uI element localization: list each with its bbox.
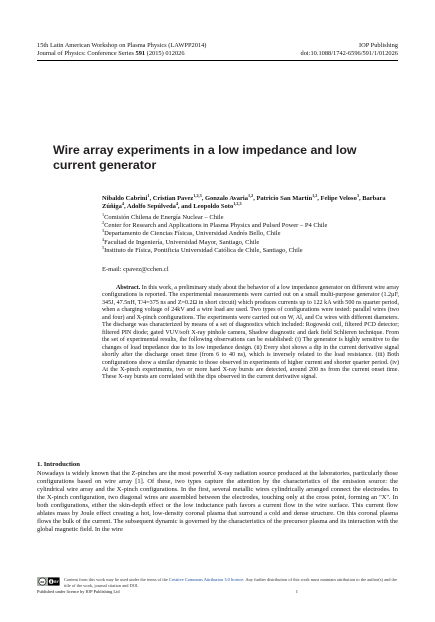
affiliation-mark: 3 [102,228,105,234]
author-name: Cristian Pavez [152,195,194,202]
author-affiliation-mark: 1,2 [247,193,254,198]
author-name: Adolfo Sepúlveda [126,203,176,211]
author-name: Barbara Zúñiga [102,195,386,211]
journal-citation [37,50,185,58]
author-affiliation-mark: 4 [175,201,178,207]
header-rule [37,60,398,61]
author-name: Leopoldo Soto [193,203,234,211]
journal-issue: (2015) 012026 [146,50,185,57]
author-affiliation-mark: 1 [147,193,150,198]
svg-text:BY: BY [54,580,59,584]
journal-name: Journal of Physics: Conference Series [37,50,134,57]
license-row [37,577,398,588]
affiliation-text: Instituto de Física, Pontificia Universidad Católica de Chile, Santiago, Chile [104,246,303,254]
author-name: Patricio San Martín [256,195,313,202]
author-name: Nibaldo Cabrini [102,195,148,202]
abstract [102,285,399,382]
page-footer [37,577,398,595]
author-separator: , [317,195,321,202]
license-text-pre: Content from this work may be used under the terms of the [64,577,169,582]
license-link[interactable]: Creative Commons Attribution 3.0 licence [168,577,244,582]
affiliation-text: Center for Research and Applications in Plasma Physics and Pulsed Power – P4 Chile [104,222,328,230]
journal-volume: 591 [135,50,146,57]
author-affiliation-mark: 1,2 [312,193,318,198]
introduction-text: Nowadays is widely known that the Z-pinches are the most powerful X-ray radiation source produced at the laboratories, particularly those configurations based on wire array [1]. Of these, two types capture the attention by the characteristics of the emission source: the cylindrical wire array and the X-pinch configurations. In the first, several metallic wires cylindrically arranged connect the electrodes. In the X-pinch configuration, two diagonal wires are assembled between the electrodes, touching only at the cross point, forming an "X". In both configurations, either the skin-depth effect or the low inductance path favors a current flow in the wire surface. This current flow ablates mass by Joule effect creating a hot, low-density coronal plasma that surround a cold and dense structure. On this coronal plasma flows the bulk of the current. The subsequent dynamic is governed by the characteristics of the precursor plasma and its interaction with the global magnetic field. In the wire [37,470,398,534]
running-header [37,42,398,61]
author-affiliation-mark: 1,2,3 [233,201,242,207]
author-list [102,195,402,211]
header-row-bottom [37,50,398,58]
svg-text:cc: cc [40,580,45,584]
affiliation-text: Facultad de Ingeniería, Universidad Mayor, Santiago, Chile [104,238,260,246]
author-affiliation-mark: 3 [356,193,359,198]
affiliation-mark: 5 [102,244,105,250]
license-text [64,577,398,588]
author-affiliation-mark: 1,2,3 [193,193,202,198]
affiliation-mark: 2 [102,220,105,226]
publisher-name: IOP Publishing [358,42,398,49]
affiliation-item [102,230,402,238]
author-separator: , [123,203,127,211]
author-separator: , [201,195,205,202]
abstract-text: In this work, a preliminary study about the behavior of a low impedance generator on different wire array configurations is reported. The experimental measurements were carried out on a small multi-purpose generator (1.2µF, 345J, 47.5nH, T/4=375 ns and Z=0.2Ω in short circuit) which produces currents up to 122 kA with 500 ns quarter period, when a charging voltage of 24kV and a wire load are used. Two types of configurations were tested: parallel wires (two and four) and X-pinch configurations. The experiments were carried out on W, Al, and Cu wires with different diameters. The discharge was characterized by means of a set of diagnostics which included: Rogowski coil, filtered PCD detector; filtered PIN diode; gated VUV/soft X-ray pinhole camera, Shadow diagnostic and dark field Schlieren technique. From the set of experimental results, the following observations can be established: (i) The generator is highly sensitive to the changes of load impedance due to its low impedance design. (ii) Every shot shows a dip in the current derivative signal shortly after the discharge onset time (from 6 to 40 ns), which is inversely related to the load resistance. (iii) Both configurations show a similar dynamic to those observed in experiments of higher current and shorter quarter period. (iv) At the X-pinch experiments, two or more hard X-ray bursts are detected, around 200 ns from the current onset time. These X-ray bursts are correlated with the dips observed in the current derivative signal. [102,285,400,381]
contact-email [102,266,169,274]
affiliation-item [102,214,402,222]
affiliation-mark: 4 [102,236,105,242]
affiliation-item [102,236,402,247]
email-label: E-mail: [102,266,122,273]
affiliation-item [102,222,402,230]
section-heading-introduction: 1. Introduction [37,461,80,468]
header-row-top [37,42,398,50]
email-address[interactable]: cpavez@cchen.cl [123,266,169,273]
conference-name: 15th Latin American Workshop on Plasma Physics (LAWPP2014) [37,42,207,49]
author-name: Gonzalo Avaria [204,195,248,202]
affiliation-item [102,244,402,255]
published-by: Published under licence by IOP Publishing Ltd [37,589,120,595]
cc-by-badge-icon[interactable] [37,577,60,586]
page-number: 1 [295,589,298,595]
author-affiliation-mark: 4 [121,201,124,207]
paper-title: Wire array experiments in a low impedance and low current generator [53,143,357,172]
author-separator: , [253,195,257,202]
author-separator: , [149,195,153,202]
affiliation-text: Comisión Chilena de Energía Nuclear – Chile [104,214,224,221]
author-name: Felipe Veloso [320,195,357,202]
affiliation-text: Departamento de Ciencias Físicas, Universidad Andrés Bello, Chile [104,230,281,238]
affiliation-mark: 1 [102,212,105,217]
affiliation-list [102,214,402,255]
author-separator: , and [177,203,194,211]
abstract-label: Abstract. [116,285,141,291]
doi-text: doi:10.1088/1742-6596/591/1/012026 [300,50,398,57]
author-separator: , [358,195,363,202]
footer-bottom-row [37,589,398,595]
license-text-post: . Any further distribution of this work must maintain attribution to the author(s) and the title of the work, journal citation and DOI. [64,577,397,588]
